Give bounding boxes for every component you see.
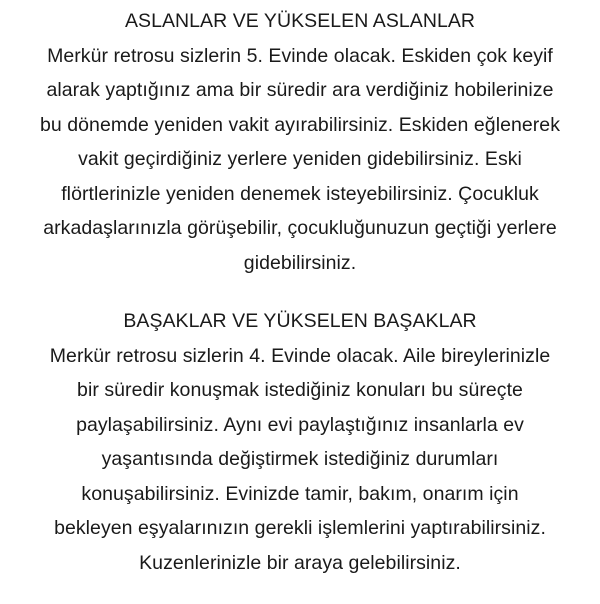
paragraph-line: Merkür retrosu sizlerin 4. Evinde olacak. Aile bireylerinizle xyxy=(49,344,551,367)
paragraph-line: bekleyen eşyalarınızın gerekli işlemlerini yaptırabilirsiniz. xyxy=(54,517,546,539)
paragraph-line: yaşantısında değiştirmek istediğiniz durumları xyxy=(101,448,499,470)
paragraph-line: paylaşabilirsiniz. Aynı evi paylaştığınız insanlarla ev xyxy=(76,413,524,436)
paragraph-line: Merkür retrosu sizlerin 5. Evinde olacak. Eskiden çok keyif xyxy=(47,44,553,67)
section-heading: BAŞAKLAR VE YÜKSELEN BAŞAKLAR xyxy=(123,310,477,332)
paragraph-line: konuşabilirsiniz. Evinizde tamir, bakım, onarım için xyxy=(81,482,519,505)
section-basaklar xyxy=(6,304,594,580)
paragraph-line: bu dönemde yeniden vakit ayırabilirsiniz. Eskiden eğlenerek xyxy=(40,113,560,136)
section-aslanlar xyxy=(6,4,594,280)
paragraph-line: vakit geçirdiğiniz yerlere yeniden gidebilirsiniz. Eski xyxy=(78,148,522,170)
paragraph-line: Kuzenlerinizle bir araya gelebilirsiniz. xyxy=(139,551,461,574)
paragraph-line: alarak yaptığınız ama bir süredir ara verdiğiniz hobilerinize xyxy=(46,79,554,101)
paragraph-line: flörtlerinizle yeniden denemek isteyebilirsiniz. Çocukluk xyxy=(61,182,539,205)
paragraph-line: arkadaşlarınızla görüşebilir, çocukluğunuzun geçtiği yerlere xyxy=(43,217,557,239)
section-heading: ASLANLAR VE YÜKSELEN ASLANLAR xyxy=(124,10,476,32)
paragraph-line: bir süredir konuşmak istediğiniz konuları bu süreçte xyxy=(77,379,523,401)
paragraph-line: gidebilirsiniz. xyxy=(243,251,357,274)
